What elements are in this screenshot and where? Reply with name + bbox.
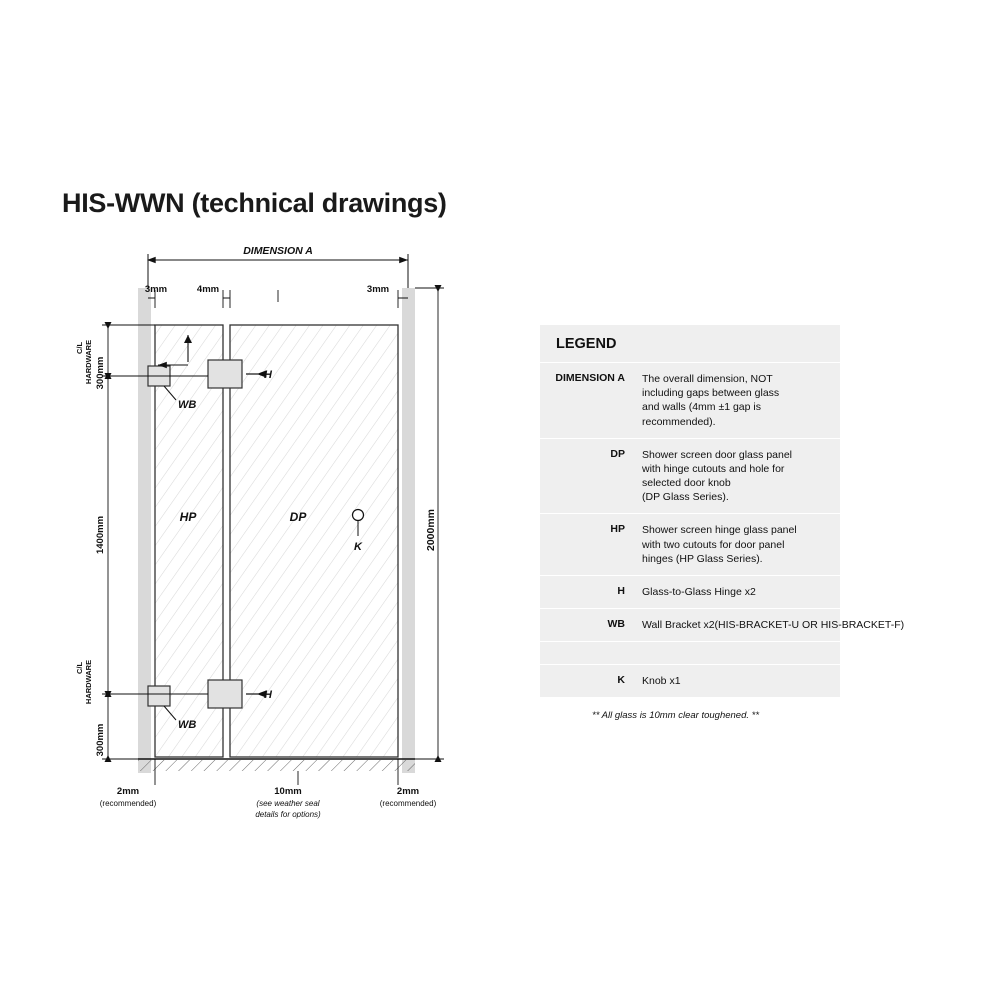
- legend-value-line: hinges (HP Glass Series).: [642, 552, 763, 565]
- legend-row: [540, 665, 840, 698]
- legend-key: HP: [610, 523, 625, 536]
- legend-value-line: Shower screen hinge glass panel: [642, 524, 797, 537]
- legend-value: [634, 363, 785, 438]
- legend-row: [540, 363, 840, 439]
- dim-bottom-label: 300mm: [95, 723, 106, 757]
- legend-key: H: [617, 584, 625, 597]
- legend-value: [634, 514, 803, 575]
- legend-row: [540, 609, 905, 642]
- legend-row-spacer: [540, 642, 840, 665]
- legend-value-line: including gaps between glass: [642, 387, 780, 400]
- knob-label: K: [354, 541, 362, 553]
- legend-footnote: ** All glass is 10mm clear toughened. **: [592, 710, 760, 721]
- legend-value-line: and walls (4mm ±1 gap is: [642, 401, 761, 414]
- legend-heading: LEGEND: [540, 325, 840, 363]
- legend-value: Wall Bracket x2(HIS-BRACKET-U OR HIS-BRACKET-F): [642, 619, 905, 632]
- legend-value-line: (DP Glass Series).: [642, 491, 729, 504]
- legend-key: K: [617, 674, 625, 687]
- bottom-center-value: 10mm: [274, 786, 302, 797]
- legend-row: [540, 514, 840, 576]
- cl-hardware-bottom-2: HARDWARE: [84, 659, 93, 705]
- legend-value: [634, 439, 798, 514]
- door-panel-dp: [230, 325, 398, 757]
- panel-hp-label: HP: [179, 510, 197, 524]
- legend-value-line: with two cutouts for door panel: [642, 538, 785, 551]
- technical-drawing: [60, 240, 480, 840]
- overall-height-label: 2000mm: [425, 508, 437, 552]
- legend-value: [634, 642, 648, 660]
- bottom-right-value: 2mm: [396, 786, 420, 797]
- hinge-top-label: H: [264, 369, 272, 381]
- legend-row: [540, 439, 840, 515]
- legend-value: Glass-to-Glass Hinge x2: [642, 585, 756, 598]
- legend-key: DIMENSION A: [555, 372, 625, 384]
- hinge-bottom: [208, 680, 242, 708]
- legend-panel: [540, 325, 905, 698]
- legend-value-line: selected door knob: [642, 477, 731, 490]
- bottom-center-note-1: (see weather seal: [256, 799, 320, 808]
- bottom-left-note: (recommended): [99, 799, 157, 808]
- wall-bracket-bottom: [148, 686, 170, 706]
- wall-bracket-bottom-label: WB: [178, 719, 197, 731]
- hinge-top: [208, 360, 242, 388]
- cl-hardware-top-2: HARDWARE: [84, 339, 93, 385]
- legend-value-line: recommended).: [642, 415, 716, 428]
- gap-middle-label: 4mm: [196, 284, 220, 295]
- page-title: HIS-WWN (technical drawings): [62, 188, 447, 218]
- legend-value-line: with hinge cutouts and hole for: [642, 462, 785, 475]
- dimension-a-label: DIMENSION A: [243, 245, 313, 257]
- cl-hardware-bottom-1: C/L: [75, 661, 84, 675]
- legend-key: DP: [610, 447, 625, 460]
- wall-right: [402, 288, 415, 773]
- legend-value: Knob x1: [642, 675, 681, 688]
- hinge-bottom-label: H: [264, 689, 272, 701]
- legend-key: [540, 642, 634, 660]
- gap-right-label: 3mm: [366, 284, 390, 295]
- legend-key: WB: [607, 618, 625, 631]
- dim-top-label: 300mm: [95, 356, 106, 390]
- legend-value-line: Shower screen door glass panel: [642, 448, 793, 461]
- bottom-center-note-2: details for options): [255, 810, 321, 819]
- panel-dp-label: DP: [289, 510, 307, 524]
- bottom-right-note: (recommended): [379, 799, 437, 808]
- gap-left-label: 3mm: [144, 284, 168, 295]
- bottom-left-value: 2mm: [116, 786, 140, 797]
- dim-middle-label: 1400mm: [95, 515, 106, 555]
- cl-hardware-top-1: C/L: [75, 341, 84, 355]
- legend-row: [540, 576, 840, 609]
- wall-bracket-top-label: WB: [178, 399, 197, 411]
- legend-value-line: The overall dimension, NOT: [642, 373, 773, 385]
